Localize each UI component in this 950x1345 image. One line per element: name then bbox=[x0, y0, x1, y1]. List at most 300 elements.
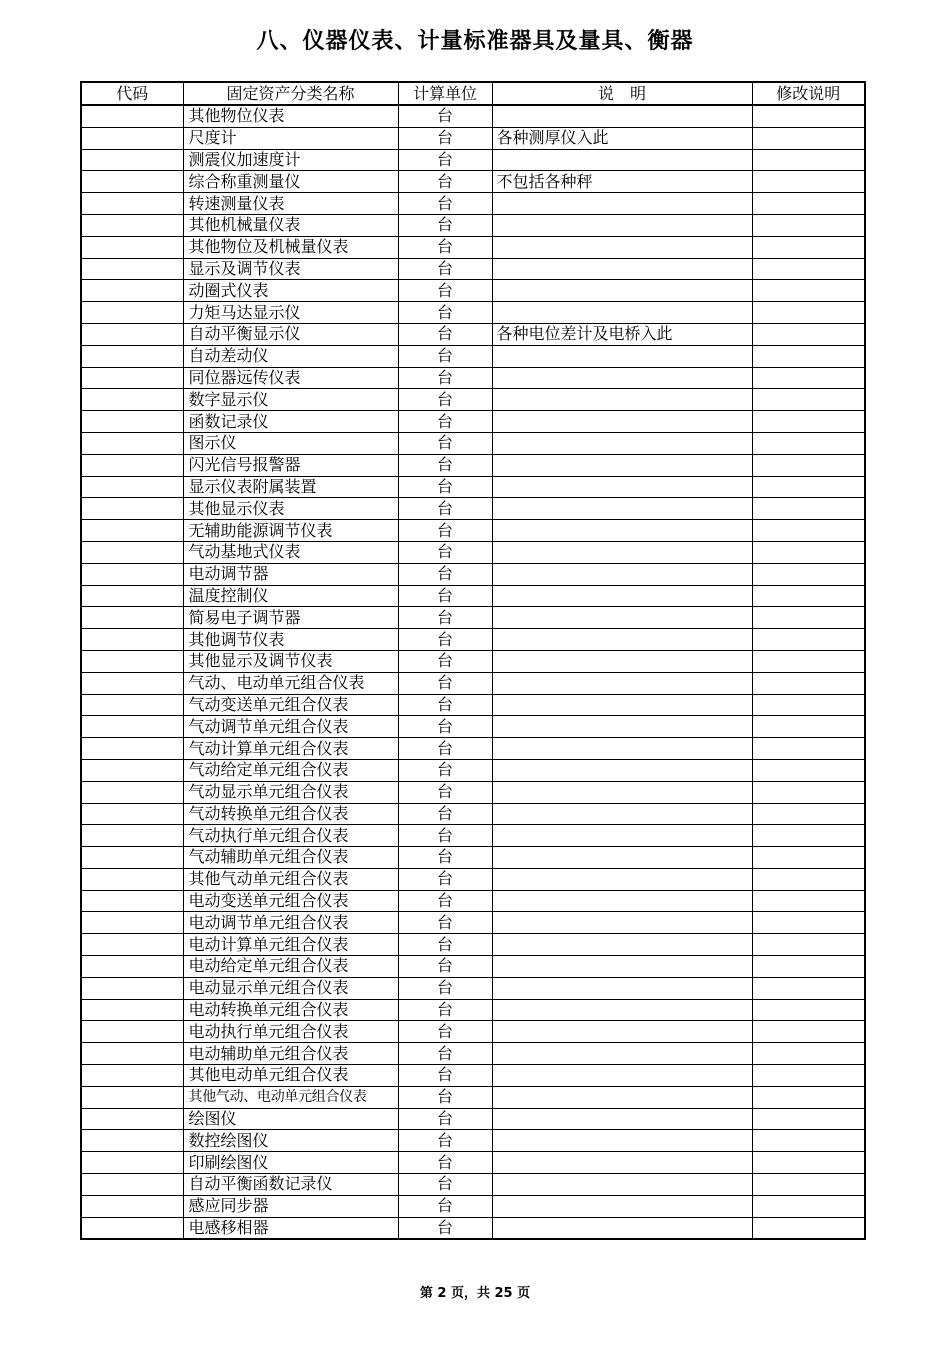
cell-code bbox=[81, 847, 183, 869]
cell-description bbox=[492, 781, 752, 803]
table-row bbox=[81, 1195, 865, 1217]
cell-unit: 台 bbox=[398, 236, 492, 258]
cell-name: 自动平衡显示仪 bbox=[183, 323, 398, 345]
cell-name: 数控绘图仪 bbox=[183, 1130, 398, 1152]
table-row bbox=[81, 389, 865, 411]
cell-name: 显示及调节仪表 bbox=[183, 258, 398, 280]
cell-revision bbox=[752, 476, 865, 498]
cell-name: 气动给定单元组合仪表 bbox=[183, 759, 398, 781]
cell-code bbox=[81, 236, 183, 258]
cell-code bbox=[81, 803, 183, 825]
cell-description bbox=[492, 672, 752, 694]
cell-code bbox=[81, 868, 183, 890]
cell-name: 闪光信号报警器 bbox=[183, 454, 398, 476]
table-row bbox=[81, 868, 865, 890]
cell-description bbox=[492, 956, 752, 978]
cell-description bbox=[492, 520, 752, 542]
table-row bbox=[81, 127, 865, 149]
cell-name: 印刷绘图仪 bbox=[183, 1152, 398, 1174]
cell-description bbox=[492, 1217, 752, 1239]
cell-code bbox=[81, 694, 183, 716]
cell-revision bbox=[752, 1043, 865, 1065]
cell-revision bbox=[752, 672, 865, 694]
cell-code bbox=[81, 1195, 183, 1217]
cell-unit: 台 bbox=[398, 432, 492, 454]
cell-code bbox=[81, 1152, 183, 1174]
cell-unit: 台 bbox=[398, 890, 492, 912]
table-row bbox=[81, 585, 865, 607]
cell-code bbox=[81, 1217, 183, 1239]
cell-name: 温度控制仪 bbox=[183, 585, 398, 607]
table-row bbox=[81, 454, 865, 476]
cell-name: 自动平衡函数记录仪 bbox=[183, 1174, 398, 1196]
cell-name: 电动给定单元组合仪表 bbox=[183, 956, 398, 978]
cell-unit: 台 bbox=[398, 193, 492, 215]
cell-revision bbox=[752, 498, 865, 520]
cell-description bbox=[492, 825, 752, 847]
cell-description bbox=[492, 999, 752, 1021]
cell-description bbox=[492, 890, 752, 912]
cell-unit: 台 bbox=[398, 1086, 492, 1108]
cell-revision bbox=[752, 105, 865, 127]
table-row bbox=[81, 999, 865, 1021]
table-row bbox=[81, 302, 865, 324]
cell-revision bbox=[752, 999, 865, 1021]
table-row bbox=[81, 323, 865, 345]
cell-code bbox=[81, 890, 183, 912]
table-row bbox=[81, 1043, 865, 1065]
cell-revision bbox=[752, 323, 865, 345]
cell-unit: 台 bbox=[398, 999, 492, 1021]
cell-revision bbox=[752, 759, 865, 781]
cell-description bbox=[492, 912, 752, 934]
cell-revision bbox=[752, 912, 865, 934]
header-code: 代码 bbox=[81, 82, 183, 105]
cell-code bbox=[81, 214, 183, 236]
cell-unit: 台 bbox=[398, 498, 492, 520]
cell-description bbox=[492, 934, 752, 956]
cell-unit: 台 bbox=[398, 1021, 492, 1043]
cell-code bbox=[81, 345, 183, 367]
cell-name: 其他调节仪表 bbox=[183, 629, 398, 651]
cell-description bbox=[492, 432, 752, 454]
cell-name: 综合称重测量仪 bbox=[183, 171, 398, 193]
cell-unit: 台 bbox=[398, 280, 492, 302]
cell-code bbox=[81, 280, 183, 302]
cell-description bbox=[492, 738, 752, 760]
table-row bbox=[81, 171, 865, 193]
cell-code bbox=[81, 541, 183, 563]
cell-revision bbox=[752, 650, 865, 672]
cell-description bbox=[492, 803, 752, 825]
cell-code bbox=[81, 629, 183, 651]
table-row bbox=[81, 498, 865, 520]
cell-unit: 台 bbox=[398, 629, 492, 651]
table-row bbox=[81, 716, 865, 738]
table-row bbox=[81, 1174, 865, 1196]
cell-unit: 台 bbox=[398, 1108, 492, 1130]
cell-revision bbox=[752, 1217, 865, 1239]
cell-code bbox=[81, 563, 183, 585]
cell-name: 电动辅助单元组合仪表 bbox=[183, 1043, 398, 1065]
cell-unit: 台 bbox=[398, 759, 492, 781]
cell-description bbox=[492, 389, 752, 411]
cell-code bbox=[81, 607, 183, 629]
cell-name: 其他气动单元组合仪表 bbox=[183, 868, 398, 890]
cell-code bbox=[81, 716, 183, 738]
header-name: 固定资产分类名称 bbox=[183, 82, 398, 105]
cell-description bbox=[492, 454, 752, 476]
cell-revision bbox=[752, 541, 865, 563]
cell-name: 转速测量仪表 bbox=[183, 193, 398, 215]
cell-name: 电动调节器 bbox=[183, 563, 398, 585]
cell-name: 电动执行单元组合仪表 bbox=[183, 1021, 398, 1043]
cell-revision bbox=[752, 367, 865, 389]
page-footer: 第 2 页，共 25 页 bbox=[419, 1286, 531, 1301]
cell-unit: 台 bbox=[398, 127, 492, 149]
cell-revision bbox=[752, 977, 865, 999]
cell-description bbox=[492, 105, 752, 127]
cell-revision bbox=[752, 868, 865, 890]
cell-revision bbox=[752, 607, 865, 629]
cell-description bbox=[492, 411, 752, 433]
table-row bbox=[81, 563, 865, 585]
cell-revision bbox=[752, 1152, 865, 1174]
cell-revision bbox=[752, 193, 865, 215]
table-row bbox=[81, 105, 865, 127]
cell-revision bbox=[752, 585, 865, 607]
cell-unit: 台 bbox=[398, 607, 492, 629]
cell-description bbox=[492, 1195, 752, 1217]
cell-code bbox=[81, 323, 183, 345]
table-row bbox=[81, 738, 865, 760]
cell-unit: 台 bbox=[398, 585, 492, 607]
table-row bbox=[81, 890, 865, 912]
table-row bbox=[81, 1065, 865, 1087]
cell-name: 简易电子调节器 bbox=[183, 607, 398, 629]
table-body bbox=[81, 105, 865, 1239]
cell-description bbox=[492, 629, 752, 651]
cell-revision bbox=[752, 825, 865, 847]
cell-code bbox=[81, 1130, 183, 1152]
cell-unit: 台 bbox=[398, 149, 492, 171]
cell-description bbox=[492, 149, 752, 171]
cell-unit: 台 bbox=[398, 563, 492, 585]
cell-name: 气动调节单元组合仪表 bbox=[183, 716, 398, 738]
table-row bbox=[81, 1130, 865, 1152]
cell-revision bbox=[752, 236, 865, 258]
cell-revision bbox=[752, 1021, 865, 1043]
cell-unit: 台 bbox=[398, 912, 492, 934]
cell-revision bbox=[752, 345, 865, 367]
cell-name: 气动辅助单元组合仪表 bbox=[183, 847, 398, 869]
cell-unit: 台 bbox=[398, 302, 492, 324]
table-row bbox=[81, 977, 865, 999]
table-row bbox=[81, 367, 865, 389]
cell-revision bbox=[752, 694, 865, 716]
cell-code bbox=[81, 258, 183, 280]
cell-name: 气动执行单元组合仪表 bbox=[183, 825, 398, 847]
cell-code bbox=[81, 127, 183, 149]
cell-unit: 台 bbox=[398, 847, 492, 869]
cell-unit: 台 bbox=[398, 454, 492, 476]
cell-code bbox=[81, 367, 183, 389]
cell-name: 函数记录仪 bbox=[183, 411, 398, 433]
cell-unit: 台 bbox=[398, 1065, 492, 1087]
cell-revision bbox=[752, 411, 865, 433]
cell-revision bbox=[752, 956, 865, 978]
table-row bbox=[81, 803, 865, 825]
cell-description bbox=[492, 498, 752, 520]
cell-revision bbox=[752, 1130, 865, 1152]
cell-name: 气动转换单元组合仪表 bbox=[183, 803, 398, 825]
cell-revision bbox=[752, 629, 865, 651]
cell-revision bbox=[752, 258, 865, 280]
cell-description bbox=[492, 759, 752, 781]
cell-description bbox=[492, 1130, 752, 1152]
cell-unit: 台 bbox=[398, 367, 492, 389]
header-revision: 修改说明 bbox=[752, 82, 865, 105]
cell-code bbox=[81, 193, 183, 215]
cell-unit: 台 bbox=[398, 1217, 492, 1239]
cell-description bbox=[492, 868, 752, 890]
cell-revision bbox=[752, 1195, 865, 1217]
cell-name: 气动显示单元组合仪表 bbox=[183, 781, 398, 803]
table-row bbox=[81, 607, 865, 629]
cell-code bbox=[81, 1108, 183, 1130]
table-row bbox=[81, 629, 865, 651]
cell-name: 数字显示仪 bbox=[183, 389, 398, 411]
cell-code bbox=[81, 934, 183, 956]
cell-unit: 台 bbox=[398, 956, 492, 978]
cell-unit: 台 bbox=[398, 389, 492, 411]
cell-unit: 台 bbox=[398, 1130, 492, 1152]
table-row bbox=[81, 1217, 865, 1239]
cell-name: 其他气动、电动单元组合仪表 bbox=[183, 1086, 398, 1108]
cell-unit: 台 bbox=[398, 411, 492, 433]
cell-code bbox=[81, 432, 183, 454]
table-row bbox=[81, 694, 865, 716]
table-row bbox=[81, 541, 865, 563]
cell-code bbox=[81, 1086, 183, 1108]
table-row bbox=[81, 149, 865, 171]
cell-code bbox=[81, 825, 183, 847]
cell-revision bbox=[752, 432, 865, 454]
table-row bbox=[81, 280, 865, 302]
cell-revision bbox=[752, 1086, 865, 1108]
cell-name: 无辅助能源调节仪表 bbox=[183, 520, 398, 542]
cell-unit: 台 bbox=[398, 258, 492, 280]
cell-description bbox=[492, 280, 752, 302]
table-row bbox=[81, 825, 865, 847]
cell-name: 尺度计 bbox=[183, 127, 398, 149]
cell-description bbox=[492, 476, 752, 498]
table-row bbox=[81, 912, 865, 934]
cell-unit: 台 bbox=[398, 1174, 492, 1196]
cell-unit: 台 bbox=[398, 541, 492, 563]
cell-unit: 台 bbox=[398, 171, 492, 193]
cell-unit: 台 bbox=[398, 105, 492, 127]
cell-description bbox=[492, 650, 752, 672]
cell-description bbox=[492, 345, 752, 367]
table-row bbox=[81, 1108, 865, 1130]
cell-name: 电动调节单元组合仪表 bbox=[183, 912, 398, 934]
table-row bbox=[81, 214, 865, 236]
cell-revision bbox=[752, 890, 865, 912]
cell-unit: 台 bbox=[398, 520, 492, 542]
cell-revision bbox=[752, 1174, 865, 1196]
table-row bbox=[81, 672, 865, 694]
header-unit: 计算单位 bbox=[398, 82, 492, 105]
cell-description bbox=[492, 694, 752, 716]
cell-code bbox=[81, 650, 183, 672]
cell-code bbox=[81, 476, 183, 498]
table-row bbox=[81, 520, 865, 542]
table-header bbox=[81, 82, 865, 105]
cell-revision bbox=[752, 280, 865, 302]
cell-code bbox=[81, 520, 183, 542]
cell-unit: 台 bbox=[398, 672, 492, 694]
page-title: 八、仪器仪表、计量标准器具及量具、衡器 bbox=[256, 29, 694, 54]
cell-description bbox=[492, 563, 752, 585]
cell-name: 气动变送单元组合仪表 bbox=[183, 694, 398, 716]
cell-code bbox=[81, 956, 183, 978]
cell-revision bbox=[752, 214, 865, 236]
table-row bbox=[81, 432, 865, 454]
header-description: 说 明 bbox=[492, 82, 752, 105]
cell-description bbox=[492, 1021, 752, 1043]
cell-name: 气动基地式仪表 bbox=[183, 541, 398, 563]
cell-code bbox=[81, 1174, 183, 1196]
cell-description bbox=[492, 585, 752, 607]
cell-name: 感应同步器 bbox=[183, 1195, 398, 1217]
cell-name: 动圈式仪表 bbox=[183, 280, 398, 302]
asset-classification-table bbox=[80, 81, 866, 1240]
cell-name: 电感移相器 bbox=[183, 1217, 398, 1239]
cell-description bbox=[492, 1108, 752, 1130]
table-row bbox=[81, 781, 865, 803]
cell-unit: 台 bbox=[398, 476, 492, 498]
cell-code bbox=[81, 585, 183, 607]
cell-name: 气动计算单元组合仪表 bbox=[183, 738, 398, 760]
cell-revision bbox=[752, 563, 865, 585]
table-row bbox=[81, 236, 865, 258]
cell-description bbox=[492, 1065, 752, 1087]
cell-description bbox=[492, 607, 752, 629]
cell-unit: 台 bbox=[398, 803, 492, 825]
table-row bbox=[81, 476, 865, 498]
cell-name: 其他物位及机械量仪表 bbox=[183, 236, 398, 258]
cell-name: 气动、电动单元组合仪表 bbox=[183, 672, 398, 694]
cell-code bbox=[81, 105, 183, 127]
table-row bbox=[81, 258, 865, 280]
cell-name: 电动转换单元组合仪表 bbox=[183, 999, 398, 1021]
cell-code bbox=[81, 781, 183, 803]
cell-description: 不包括各种秤 bbox=[492, 171, 752, 193]
cell-code bbox=[81, 1043, 183, 1065]
cell-name: 测震仪加速度计 bbox=[183, 149, 398, 171]
cell-code bbox=[81, 302, 183, 324]
cell-description bbox=[492, 214, 752, 236]
cell-revision bbox=[752, 454, 865, 476]
cell-name: 电动显示单元组合仪表 bbox=[183, 977, 398, 999]
cell-name: 其他显示仪表 bbox=[183, 498, 398, 520]
cell-revision bbox=[752, 1108, 865, 1130]
cell-description: 各种电位差计及电桥入此 bbox=[492, 323, 752, 345]
cell-code bbox=[81, 171, 183, 193]
cell-name: 显示仪表附属装置 bbox=[183, 476, 398, 498]
cell-name: 图示仪 bbox=[183, 432, 398, 454]
cell-code bbox=[81, 411, 183, 433]
table-row bbox=[81, 650, 865, 672]
cell-unit: 台 bbox=[398, 345, 492, 367]
cell-unit: 台 bbox=[398, 825, 492, 847]
cell-revision bbox=[752, 847, 865, 869]
cell-description bbox=[492, 1174, 752, 1196]
cell-revision bbox=[752, 934, 865, 956]
cell-unit: 台 bbox=[398, 781, 492, 803]
table-header-row bbox=[81, 82, 865, 105]
cell-unit: 台 bbox=[398, 1152, 492, 1174]
cell-unit: 台 bbox=[398, 977, 492, 999]
cell-unit: 台 bbox=[398, 323, 492, 345]
cell-unit: 台 bbox=[398, 716, 492, 738]
cell-description bbox=[492, 193, 752, 215]
cell-code bbox=[81, 454, 183, 476]
cell-code bbox=[81, 672, 183, 694]
cell-revision bbox=[752, 738, 865, 760]
table-row bbox=[81, 411, 865, 433]
table-row bbox=[81, 759, 865, 781]
cell-description: 各种测厚仪入此 bbox=[492, 127, 752, 149]
table-row bbox=[81, 847, 865, 869]
cell-unit: 台 bbox=[398, 1043, 492, 1065]
cell-revision bbox=[752, 1065, 865, 1087]
table-row bbox=[81, 193, 865, 215]
table-row bbox=[81, 956, 865, 978]
cell-code bbox=[81, 999, 183, 1021]
cell-revision bbox=[752, 716, 865, 738]
cell-code bbox=[81, 149, 183, 171]
cell-revision bbox=[752, 127, 865, 149]
cell-code bbox=[81, 1065, 183, 1087]
cell-name: 其他电动单元组合仪表 bbox=[183, 1065, 398, 1087]
cell-code bbox=[81, 1021, 183, 1043]
table-row bbox=[81, 1086, 865, 1108]
cell-description bbox=[492, 541, 752, 563]
cell-description bbox=[492, 1152, 752, 1174]
cell-description bbox=[492, 977, 752, 999]
cell-name: 其他显示及调节仪表 bbox=[183, 650, 398, 672]
cell-name: 其他物位仪表 bbox=[183, 105, 398, 127]
cell-unit: 台 bbox=[398, 694, 492, 716]
cell-unit: 台 bbox=[398, 868, 492, 890]
cell-description bbox=[492, 1086, 752, 1108]
cell-code bbox=[81, 977, 183, 999]
cell-unit: 台 bbox=[398, 650, 492, 672]
cell-name: 电动计算单元组合仪表 bbox=[183, 934, 398, 956]
cell-revision bbox=[752, 803, 865, 825]
cell-name: 自动差动仪 bbox=[183, 345, 398, 367]
cell-description bbox=[492, 258, 752, 280]
cell-code bbox=[81, 912, 183, 934]
cell-name: 力矩马达显示仪 bbox=[183, 302, 398, 324]
cell-revision bbox=[752, 520, 865, 542]
cell-revision bbox=[752, 149, 865, 171]
cell-description bbox=[492, 1043, 752, 1065]
cell-unit: 台 bbox=[398, 934, 492, 956]
table-row bbox=[81, 1021, 865, 1043]
